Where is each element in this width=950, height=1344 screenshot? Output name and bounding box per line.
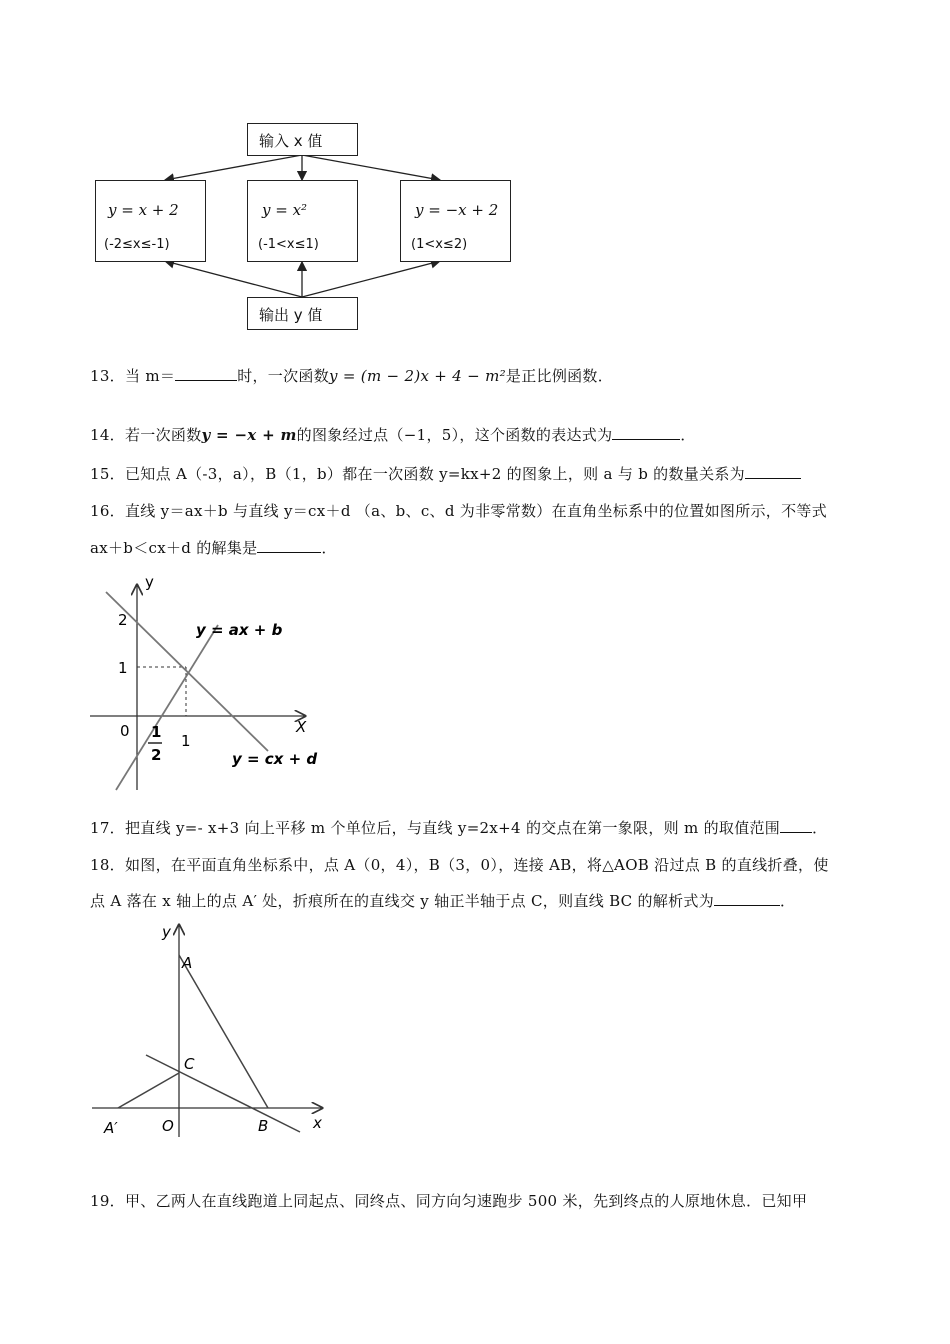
question-16-line2 xyxy=(90,537,337,558)
q16-answer-blank[interactable] xyxy=(257,540,321,553)
branch-box-2 xyxy=(247,180,358,262)
graph-q18 xyxy=(0,915,350,1145)
branch-condition-2: (-1<x≤1) xyxy=(258,237,319,252)
q16-line2b: ． xyxy=(321,539,337,557)
q18-point-O: O xyxy=(162,1117,174,1135)
q18-point-A: A xyxy=(182,954,193,972)
question-19 xyxy=(90,1190,807,1211)
q16-line-cx-d xyxy=(106,592,268,751)
q15-number: 15． xyxy=(90,465,125,483)
q18-segment-A-prime-C xyxy=(118,1073,179,1108)
q16-line-ax-b xyxy=(116,625,218,790)
branch-box-3 xyxy=(400,180,511,262)
q16-tick-x1: 1 xyxy=(181,732,191,750)
q13-formula: y = (m − 2)x + 4 − m² xyxy=(329,367,506,385)
q18-number: 18． xyxy=(90,856,125,874)
q15-text: 已知点 A（-3，a），B（1，b）都在一次函数 y=kx+2 的图象上，则 a 与 b 的数量关系为 xyxy=(125,465,745,483)
q16-line1: 直线 y＝ax＋b 与直线 y＝cx＋d （a、b、c、d 为非零常数）在直角坐标系中的位置如图所示，不等式 xyxy=(125,502,828,520)
q18-line2a: 点 A 落在 x 轴上的点 A′ 处，折痕所在的直线交 y 轴正半轴于点 C，则直线 BC 的解析式为 xyxy=(90,892,715,910)
q16-label-ax-b: y = ax + b xyxy=(196,621,283,639)
q16-tick-y1: 1 xyxy=(118,659,128,677)
q18-point-C: C xyxy=(184,1055,195,1073)
q18-line1: 如图，在平面直角坐标系中，点 A（0，4），B（3，0），连接 AB，将△AOB 沿过点 B 的直线折叠，使 xyxy=(125,856,829,874)
q17-text: 把直线 y=- x+3 向上平移 m 个单位后，与直线 y=2x+4 的交点在第一象限，则 m 的取值范围 xyxy=(125,819,781,837)
branch-formula-2: y = x² xyxy=(262,201,308,219)
q13-number: 13． xyxy=(90,367,125,385)
q16-number: 16． xyxy=(90,502,125,520)
q16-tick-y2: 2 xyxy=(118,611,128,629)
q18-answer-blank[interactable] xyxy=(714,893,780,906)
branch-condition-1: (-2≤x≤-1) xyxy=(104,237,170,252)
branch-formula-1: y = x + 2 xyxy=(108,201,179,219)
input-box xyxy=(247,123,358,156)
q15-answer-blank[interactable] xyxy=(745,466,801,479)
question-13 xyxy=(90,365,613,386)
q18-segment-AB xyxy=(179,955,268,1108)
question-18-line2 xyxy=(90,890,795,911)
q18-line2b: ． xyxy=(780,892,796,910)
q18-point-B: B xyxy=(258,1117,269,1135)
question-18-line1 xyxy=(90,854,829,875)
q14-number: 14． xyxy=(90,426,125,444)
q14-answer-blank[interactable] xyxy=(612,427,680,440)
question-15 xyxy=(90,463,801,484)
q18-y-label: y xyxy=(162,923,171,941)
q19-number: 19． xyxy=(90,1192,125,1210)
question-16-line1 xyxy=(90,500,827,521)
q16-origin: 0 xyxy=(120,722,130,740)
q13-text-a: 当 m＝ xyxy=(125,367,176,385)
q18-point-A-prime: A′ xyxy=(104,1119,118,1137)
output-box xyxy=(247,297,358,330)
q17-number: 17． xyxy=(90,819,125,837)
q13-text-c: 是正比例函数． xyxy=(505,367,614,385)
q18-x-label: x xyxy=(313,1114,322,1132)
q14-formula: y = −x + m xyxy=(201,426,297,444)
question-14 xyxy=(90,424,696,445)
question-17 xyxy=(90,817,827,838)
flowchart-arrows xyxy=(0,0,950,340)
q16-frac-numerator: 1 xyxy=(151,723,162,741)
q16-line2a: ax＋b＜cx＋d 的解集是 xyxy=(90,539,258,557)
q14-text-a: 若一次函数 xyxy=(125,426,202,444)
q17-end: ． xyxy=(812,819,828,837)
q17-answer-blank[interactable] xyxy=(780,820,812,833)
branch-condition-3: (1<x≤2) xyxy=(411,237,468,252)
q19-text: 甲、乙两人在直线跑道上同起点、同终点、同方向匀速跑步 500 米，先到终点的人原地休息．已知甲 xyxy=(125,1192,808,1210)
q13-answer-blank[interactable] xyxy=(175,368,237,381)
input-label: 输入 x 值 xyxy=(259,132,323,150)
q14-text-c: ． xyxy=(680,426,696,444)
branch-box-1 xyxy=(95,180,206,262)
q16-frac-denominator: 2 xyxy=(151,746,162,764)
q14-text-b: 的图象经过点（−1，5），这个函数的表达式为 xyxy=(296,426,613,444)
q13-text-b: 时，一次函数 xyxy=(237,367,330,385)
q16-label-cx-d: y = cx + d xyxy=(232,750,318,768)
q16-y-label: y xyxy=(145,573,154,591)
q16-x-label: X xyxy=(296,718,307,736)
graph-q16 xyxy=(0,565,330,800)
branch-formula-3: y = −x + 2 xyxy=(415,201,499,219)
output-label: 输出 y 值 xyxy=(259,306,323,324)
